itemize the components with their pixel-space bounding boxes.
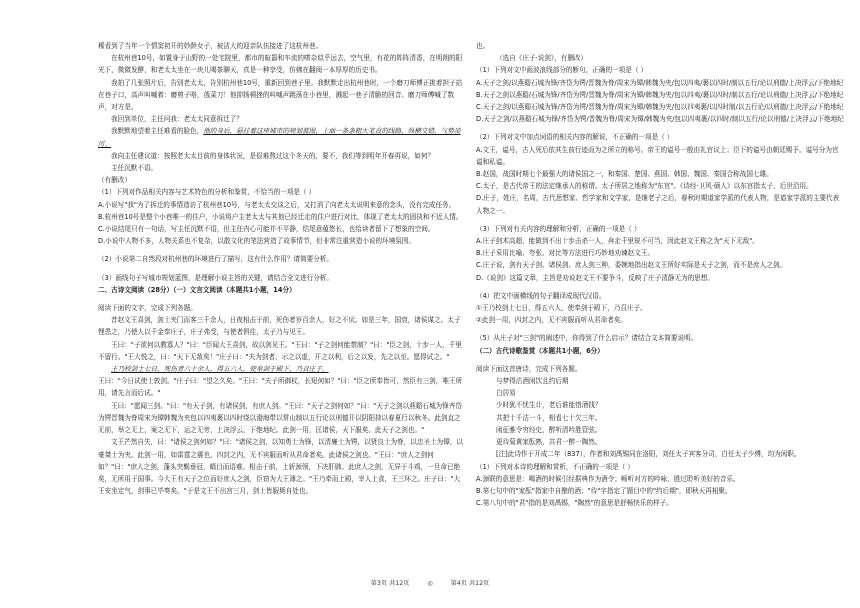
right-paragraph: D.天子之剑/以燕谿石城为锋/齐岱为锷/晋魏为脊/周宋为镡/韩魏为夹/包以四夷裹/以四时/制以五行/论以刑德/上决浮云/下绝地纪 xyxy=(476,115,844,124)
right-paragraph: B.第七句中的"家酝"指家中自酿的酒；"待"字指定了题目中的"约后期"，即秋天再相聚。 xyxy=(476,486,732,495)
right-column xyxy=(476,40,844,509)
left-paragraph: （有删改） xyxy=(98,176,131,185)
right-paragraph: （5）从庄子对"三剑"的阐述中，你得到了什么启示？请结合文本简要说明。 xyxy=(476,334,698,343)
left-paragraph: 二、古诗文阅读（28分）（一）文言文阅读（本题共1小题，14分） xyxy=(98,285,296,294)
right-paragraph: 白居易 xyxy=(496,389,516,398)
left-paragraph: 王曰："子欲何以教寡人？"曰："臣闻大王喜剑，故以剑见王。"王曰："子之剑何能禁制？"曰："臣之剑，十步一人，千里不留行。"王大悦之，曰："天下无敌矣！"庄子曰："夫为剑者，示之以虚，开之以利，后之以发，先之以至。愿得试之。" xyxy=(98,340,462,361)
left-column xyxy=(98,40,466,497)
right-paragraph: C.太子，是古代帝王的法定继承人的称谓。太子所居之地称为"东宫"。《诗经·卫风·硕人》以东宫指太子，后世沿用。 xyxy=(476,182,813,191)
right-paragraph: ①王乃校剑士七日，得五六人，使奉剑于殿下，乃召庄子。 xyxy=(476,304,647,313)
page-footer xyxy=(0,578,860,587)
left-paragraph: 王乃校剑士七日，死伤者六十余人，得五六人，使奉剑于殿下，乃召庄子。 xyxy=(111,365,329,374)
right-paragraph: 与梦得沽酒闲饮且约后期 xyxy=(496,377,569,386)
left-paragraph: （1）下列对作品相关内容与艺术特色的分析和鉴赏，不恰当的一项是（ ） xyxy=(98,188,316,197)
right-paragraph: （选自《庄子·说剑》，有删改） xyxy=(496,54,588,63)
footer-separator: ◎ xyxy=(427,580,433,587)
right-page-number: 第4页 共12页 xyxy=(450,580,490,587)
left-paragraph: 我向主任建议道：按照老太太目前的身体状况，是很难熬过这个冬天的，要不，我们等到明年开春再说，如何？ xyxy=(111,151,435,160)
right-paragraph: ②此剑一用，四封之内，无不宾服而听从君命者矣。 xyxy=(476,316,627,325)
left-paragraph: （3）画线句子写城市规划蓝图，是理解小说主旨的关键，请结合全文进行分析。 xyxy=(98,273,333,282)
right-paragraph: （4）把文中画横线的句子翻译成现代汉语。 xyxy=(476,291,606,300)
right-paragraph: 少时犹不忧生计，老后谁能惜酒钱？ xyxy=(496,401,602,410)
right-paragraph: C.庄子说，剑有天子剑、诸侯剑、庶人剑三种，委婉地指出赵文王所好实际是天子之剑，而不是庶人之剑。 xyxy=(476,261,787,270)
right-paragraph: A.文王，谥号，古人死后依其生前行迹而为之所立的称号。帝王的谥号一般由礼官议上；臣下的谥号由朝廷赐予。谥号分为官谥和私谥。 xyxy=(476,145,839,166)
left-paragraph: 王曰："今日试使士敦剑。"庄子曰："望之久矣。"王曰："夫子所御杖，长短何如？"曰："臣之所奉皆可，然臣有三剑，唯王所用，请先言而后试。" xyxy=(98,377,463,398)
right-paragraph: A.天子之剑/以燕谿石城为锋/齐岱为锷/晋魏为脊/周宋为镡/韩魏为夹/包以四夷/裹以四时/制以五行/论以刑德/上决浮云/下绝地纪 xyxy=(476,78,844,87)
right-paragraph: A.颈联的意思是：喝酒的时候引经据典作为酒令；畅听对方的吟咏，胜过聆听美好的音乐。 xyxy=(476,474,740,483)
right-paragraph: （1）下列对本诗的理解和赏析，不正确的一项是（ ） xyxy=(476,462,634,471)
right-paragraph: C.天子之剑/以燕谿石城为锋/齐岱为锷/晋魏为脊/周宋为镡/韩魏为夹/包以四夷裹/以四时制/以五行论/以刑德/上决浮云/下绝地纪 xyxy=(476,103,844,112)
right-paragraph: A.庄子剑术高超，能做到不出十步击杀一人，奔走千里锐不可当，因此赵文王称之为"天下无敌"。 xyxy=(476,237,759,246)
right-paragraph: 闲征雅令穷经史，醉听清吟胜管弦。 xyxy=(496,425,602,434)
left-paragraph: 我回到单位，主任问我：老太太同意拆迁了？ xyxy=(111,115,243,124)
left-paragraph: 昔赵文王喜剑，剑士夹门而客三千余人，日夜相击于前，死伤者岁百余人，好之不厌。如是三年，国衰，诸侯谋之。太子悝患之，乃使人以千金奉庄子，庄子弗受，与使者俱往，太子乃与见王。 xyxy=(98,316,461,337)
left-paragraph: 主任沉默不语。 xyxy=(111,164,158,173)
left-paragraph: 王曰："愿闻三剑。"曰："有天子剑，有诸侯剑，有庶人剑。"王曰："天子之剑何如？"曰："天子之剑以燕谿石城为锋齐岱为锷晋魏为脊周宋为镡韩魏为夹包以四夷裹以四时绕以渤海带以常山制以五行论以刑德开以阴阳持以春夏行以秋冬。此剑直之无前，举之无上，案之无下，运之无旁，上决浮云，下绝地纪。此剑一用，匡诸侯，天下服矣。此天子之剑也。" xyxy=(98,401,462,435)
right-paragraph: （1）下列对文中画波浪线部分的断句，正确的一项是（ ） xyxy=(476,66,648,75)
left-paragraph: A.小说写"我"为了拆迁的事情造访了杭州巷10号，与老太太交谈之后，又打消了向老太太说明来意的念头，没有完成任务。 xyxy=(98,200,456,209)
left-paragraph: B.杭州巷10号是整个小巷唯一的住户，小说将户主老太太与其他已经迁走的住户进行对比，体现了老太太的固执和不近人情。 xyxy=(98,212,463,221)
left-paragraph: C.小说结尾只有一句话，写主任沉默不语，但主任内心可能并不平静，结尾意蕴悠长，也给读者留下了想象的空间。 xyxy=(98,225,435,234)
left-paragraph: D.小说中人物不多，人物关系也不复杂，以散文化的笔法营造了故事情节，但非常注重营造小说的环境氛围。 xyxy=(98,237,416,246)
right-paragraph: B.天子之剑以燕谿/石城为锋/齐岱为锷/晋魏为脊/周宋为镡/韩魏为夹/包以四夷/裹以四时/制以五行/论以刑德/上决浮云/下绝地纪 xyxy=(476,90,844,99)
right-paragraph: 也。 xyxy=(476,42,490,50)
left-paragraph: 阅读下面的文字，完成下列各题。 xyxy=(98,304,197,313)
left-paragraph: 我拍了几张照片后，告别老太太，告别杭州巷10号，重新回到巷子里。我默默走出杭州巷时，一个磨刀师傅正挑着担子站在巷子口，高声叫喊着：磨剪子咯，戗菜刀！他抑扬顿挫的叫喊声跳荡在小巷里，溅起一巷子清脆的回音。磨刀师傅喊了数声，对方是。 xyxy=(98,78,463,112)
right-paragraph: D.庄子，姓庄，名周，古代思想家、哲学家和文学家，是继老子之后，春秋时期道家学派的代表人物，是道家学派的主要代表人物之一。 xyxy=(476,194,840,215)
left-paragraph: 我默默地望着主任难看的脸色，他的身后，悬挂着这座城市的规划蓝图，上面一条条粗大笔直的线路，纵横交错，气势凌厉。 xyxy=(98,127,461,148)
right-paragraph: （2）下列对文中加点词语的相关内容的解说，不正确的一项是（ ） xyxy=(476,133,674,142)
right-paragraph: C.第八句中的"君"指的是刘禹锡，"陶然"的意思是舒畅快乐的样子。 xyxy=(476,499,673,508)
right-paragraph: D.《说剑》这篇文章，主旨是劝说赵文王不要争斗，反映了庄子清静无为的思想。 xyxy=(476,273,714,282)
right-paragraph: 共把十千沽一斗，相看七十欠三年。 xyxy=(496,413,602,422)
right-paragraph: （3）下列对有关内容的理解和分析，正确的一项是（ ） xyxy=(476,224,641,233)
right-paragraph: [注]此诗作于开成二年（837），作者和刘禹锡同在洛阳，刘任太子宾客分司，白任太子少傅，均为闲职。 xyxy=(496,450,801,459)
left-paragraph: 文王芒然自失，曰："诸侯之剑何如？"曰："诸侯之剑，以知勇士为锋，以清廉士为锷，以贤良士为脊，以忠圣士为镡，以豪桀士为夹。此剑一用，如雷霆之震也，四封之内，无不宾服而听从君命者矣。此诸侯之剑也。"王曰："庶人之剑何如？"曰："庶人之剑，蓬头突鬓垂冠，瞋目而语难。相击于前，上斩颈领，下决肝肺。此庶人之剑，无异于斗鸡，一旦命已绝矣，无所用于国事。今大王有天子之位而好庶人之剑，臣窃为大王薄之。"王乃牵而上殿，宰人上食，王三环之。庄子曰："大王安坐定气，剑事已毕奏矣。"于是文王不出宫三月，剑士皆服毙自处也。 xyxy=(98,438,463,496)
right-paragraph: （二）古代诗歌鉴赏（本题共1小题，6分） xyxy=(476,346,604,355)
right-paragraph: B.赵国，战国时期七个最强大的诸侯国之一，和秦国、楚国、燕国、韩国、魏国、秦国合称战国七雄。 xyxy=(476,170,773,179)
left-paragraph: 稀看到了当年一个情窦初开的妙龄女子，被洁大的迎亲队伍接进了这杭州巷。 xyxy=(98,42,323,50)
left-paragraph: 在杭州巷10号，如置身于山野的一处宅院里，都市的暄嚣和车流的嗜杂似乎远去，空气里，有花的阵阵清香，在明朗的阳光下，微微发酵，和老太太坐在一块儿喝茶聊天，真是一种享受，仿佛在翻阅一本厚厚的历史书。 xyxy=(98,54,463,75)
left-paragraph: （2）小说第二自然段对杭州巷的环境进行了描写，这有什么作用？请简要分析。 xyxy=(98,255,333,264)
right-paragraph: B.庄子采用比喻、夸张、对比等方法进行巧妙地劝谏赵文王。 xyxy=(476,249,655,258)
right-paragraph: 更待菊黄家酝熟，共君一醉一陶然。 xyxy=(496,438,602,447)
right-paragraph: 阅读下面这首唐诗，完成下列各题。 xyxy=(476,364,582,373)
left-page-number: 第3页 共12页 xyxy=(370,580,410,587)
